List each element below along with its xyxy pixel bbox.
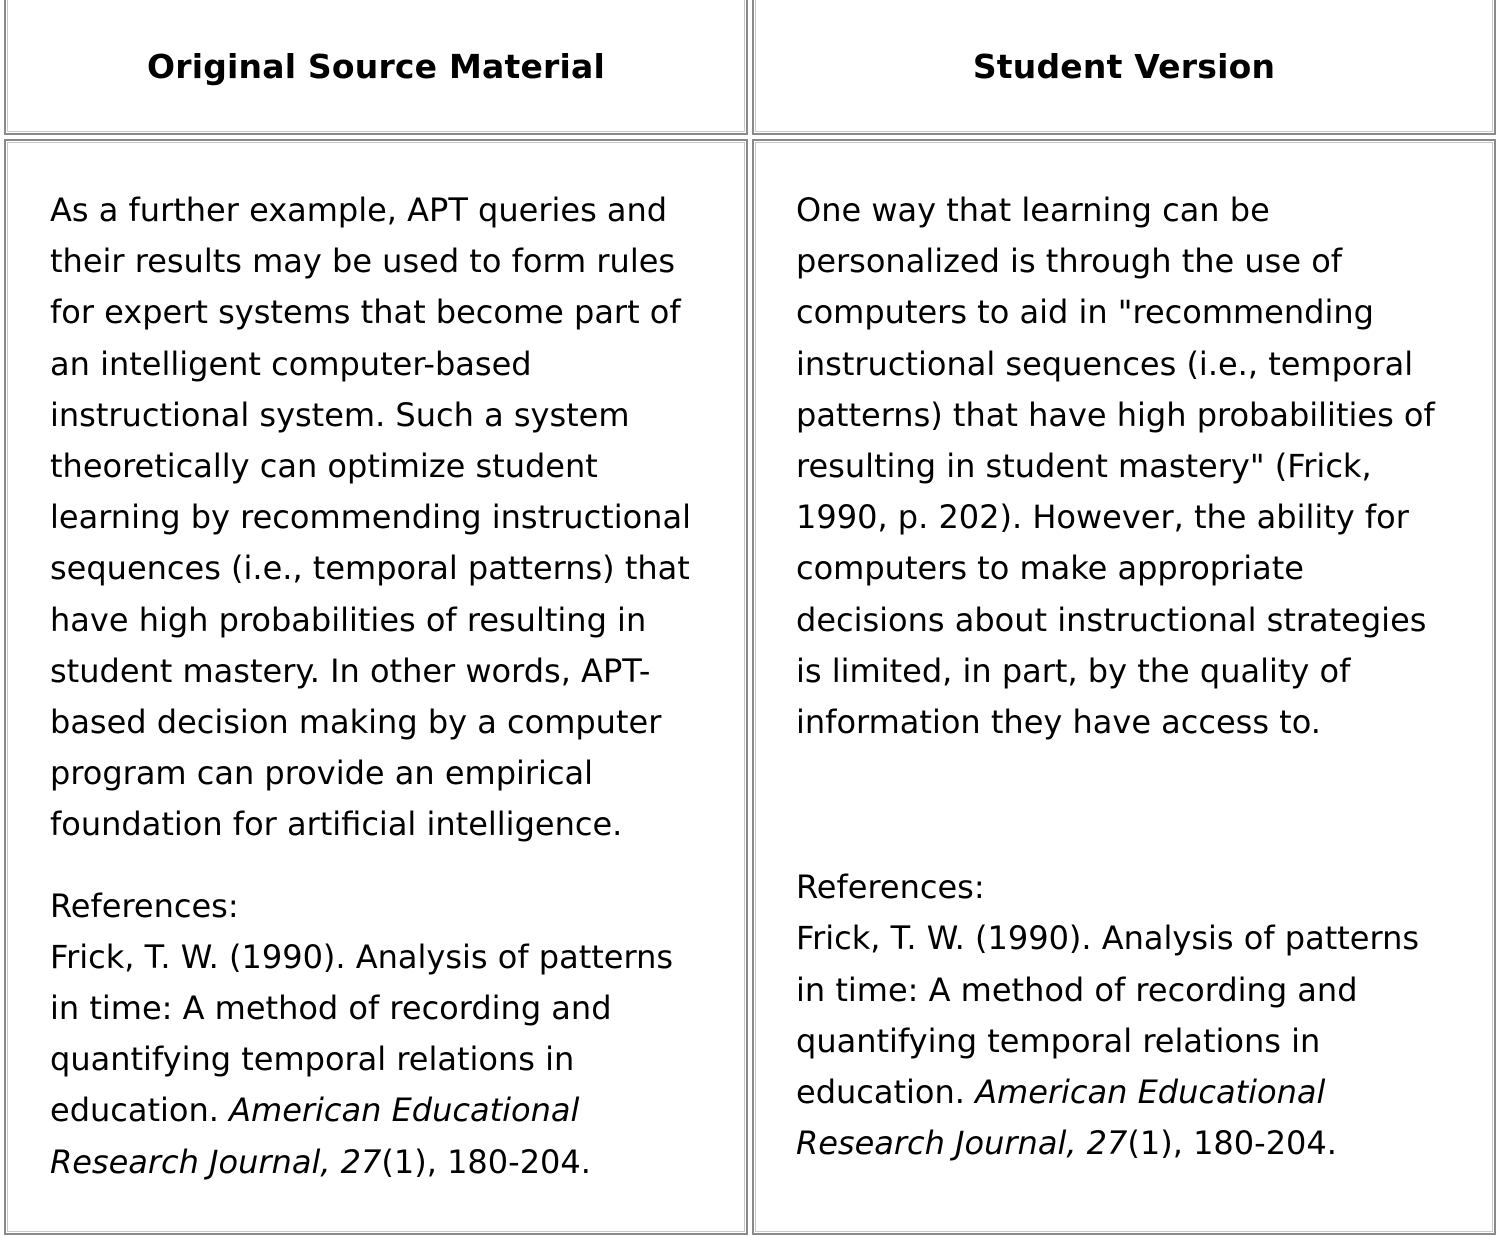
student-reference-journal: American Educational Research Journal, 27 bbox=[796, 1073, 1326, 1163]
header-student-version bbox=[752, 0, 1496, 135]
original-reference-text: Frick, T. W. (1990). Analysis of patterns in time: A method of recording and quantifying temporal relations in education. bbox=[50, 937, 674, 1130]
header-original-source-label: Original Source Material bbox=[146, 47, 605, 86]
comparison-table bbox=[4, 0, 1496, 1236]
student-version-cell bbox=[752, 139, 1496, 1235]
original-source-content bbox=[50, 185, 710, 1188]
original-reference-pages: (1), 180-204. bbox=[381, 1142, 591, 1181]
student-references-label: References: bbox=[796, 868, 985, 907]
header-student-version-label: Student Version bbox=[972, 47, 1276, 86]
student-paragraph: One way that learning can be personalized is through the use of computers to aid in "recommending instructional sequences (i.e., temporal patterns) that have high probabilities of resulting in student mastery" (Frick, 1990, p. 202). However, the ability for computers to make appropriate decisions about instructional strategies is limited, in part, by the quality of information they have access to. bbox=[796, 191, 1435, 742]
student-reference-text: Frick, T. W. (1990). Analysis of patterns in time: A method of recording and quantifying temporal relations in education. bbox=[796, 919, 1420, 1112]
original-references bbox=[50, 881, 710, 1188]
student-references bbox=[796, 862, 1456, 1169]
original-reference-journal: American Educational Research Journal, 27 bbox=[50, 1091, 580, 1181]
original-references-label: References: bbox=[50, 886, 239, 925]
header-original-source bbox=[4, 0, 748, 135]
student-version-content bbox=[796, 185, 1456, 1169]
original-paragraph: As a further example, APT queries and their results may be used to form rules for expert systems that become part of an intelligent computer-based instructional system. Such a system theoretically can optimize student learning by recommending instructional sequences (i.e., temporal patterns) that have high probabilities of resulting in student mastery. In other words, APT-based decision making by a computer program can provide an empirical foundation for artificial intelligence. bbox=[50, 191, 691, 844]
original-source-cell bbox=[4, 139, 748, 1235]
student-reference-pages: (1), 180-204. bbox=[1127, 1124, 1337, 1163]
